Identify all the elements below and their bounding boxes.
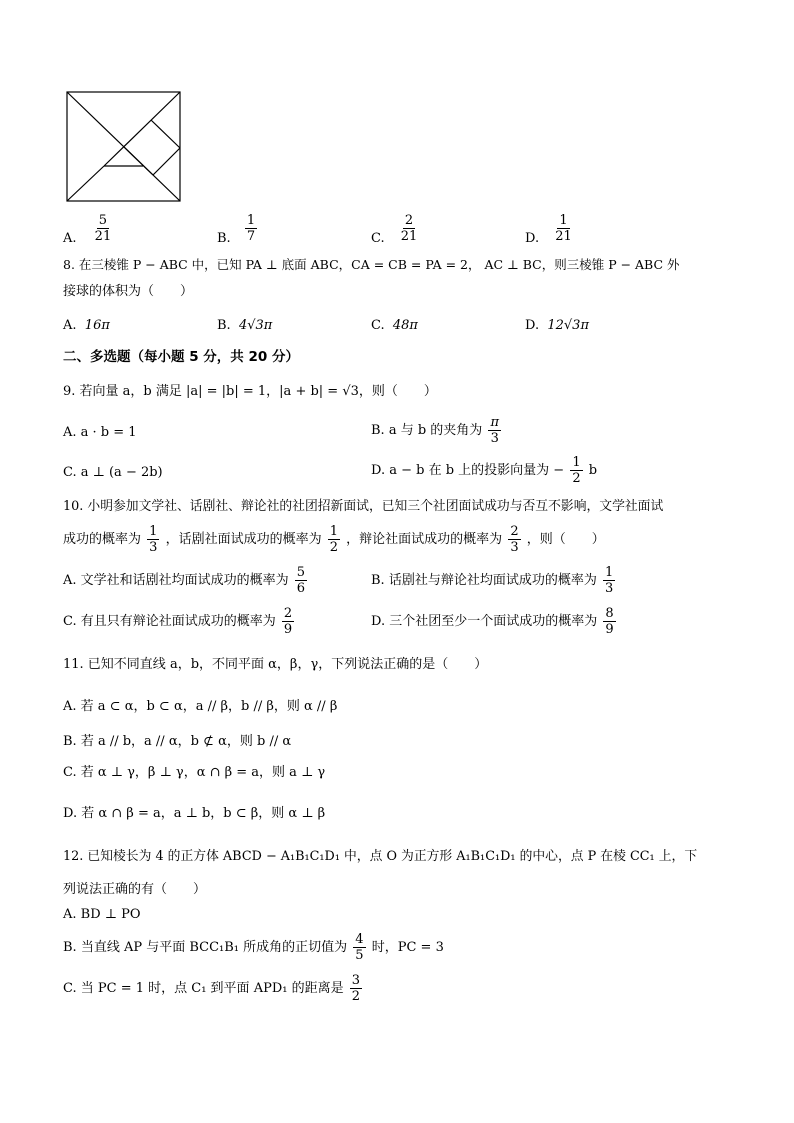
- q8-option-a-text: 16π: [84, 318, 110, 333]
- q10-option-c[interactable]: [63, 607, 296, 636]
- q12-option-b-den: 5: [355, 948, 364, 963]
- q8-option-b-text: 4√3π: [238, 318, 273, 333]
- q7-option-a[interactable]: [63, 213, 115, 246]
- q9-option-c[interactable]: C. a ⊥ (a − 2b): [63, 465, 163, 480]
- q10-line2-text-b: ，话剧社面试成功的概率为: [165, 532, 322, 547]
- q10-option-b[interactable]: [371, 566, 617, 595]
- q11-option-d[interactable]: D. 若 α ∩ β = a，a ⊥ b，b ⊂ β，则 α ⊥ β: [63, 806, 326, 821]
- q9-option-b-num: π: [490, 415, 499, 430]
- q9-option-a[interactable]: A. a · b = 1: [63, 425, 137, 440]
- q8-option-d[interactable]: [525, 319, 589, 332]
- q7-option-c-den: 21: [400, 229, 418, 244]
- q7-option-b-num: 1: [246, 213, 256, 228]
- q7-option-d[interactable]: [525, 213, 576, 246]
- q9-option-d-vector: b: [588, 463, 598, 478]
- q10-option-b-text: B. 话剧社与辩论社均面试成功的概率为: [371, 573, 597, 588]
- tangram-figure: [66, 91, 182, 203]
- q10-frac2-den: 2: [329, 540, 339, 555]
- q11-option-a[interactable]: A. 若 a ⊂ α，b ⊂ α，a // β，b // β，则 α // β: [63, 699, 338, 714]
- q9-option-d-num: 1: [572, 455, 581, 470]
- q8-option-d-text: 12√3π: [547, 318, 589, 333]
- q11-option-c[interactable]: C. 若 α ⊥ γ，β ⊥ γ，α ∩ β = a，则 a ⊥ γ: [63, 765, 326, 780]
- q7-option-d-den: 21: [555, 229, 572, 244]
- q10-option-a-num: 5: [296, 565, 306, 580]
- q8-option-c[interactable]: [371, 319, 418, 332]
- q9-option-d-text: D. a − b 在 b 上的投影向量为 −: [371, 463, 565, 478]
- q12-option-c-text: C. 当 PC = 1 时，点 C₁ 到平面 APD₁ 的距离是: [63, 981, 344, 996]
- q10-stem-line1: 10. 小明参加文学社、话剧社、辩论社的社团招新面试，已知三个社团面试成功与否互不影响，文学社面试: [63, 499, 664, 514]
- q10-option-c-num: 2: [283, 606, 293, 621]
- q10-option-b-den: 3: [604, 581, 614, 596]
- q10-option-d-text: D. 三个社团至少一个面试成功的概率为: [371, 614, 598, 629]
- q7-option-a-letter: A.: [63, 231, 77, 246]
- q12-option-b-num: 4: [355, 932, 364, 947]
- q7-option-a-den: 21: [94, 229, 112, 244]
- q11-option-b[interactable]: B. 若 a // b，a // α，b ⊄ α，则 b // α: [63, 734, 292, 749]
- q8-option-a-letter: A.: [63, 318, 77, 333]
- q10-frac3-den: 3: [510, 540, 519, 555]
- q9-option-d-den: 2: [572, 471, 581, 486]
- q7-option-c[interactable]: [371, 213, 421, 246]
- q12-stem-line1: 12. 已知棱长为 4 的正方体 ABCD − A₁B₁C₁D₁ 中，点 O 为正方形 A₁B₁C₁D₁ 的中心，点 P 在棱 CC₁ 上，下: [63, 849, 698, 864]
- q10-option-b-num: 1: [604, 565, 614, 580]
- q10-option-a-text: A. 文学社和话剧社均面试成功的概率为: [63, 573, 289, 588]
- q10-frac1-num: 1: [149, 524, 158, 539]
- section-title-multiple-choice: 二、多选题（每小题 5 分，共 20 分）: [63, 349, 299, 365]
- q8-option-d-letter: D.: [525, 318, 540, 333]
- q8-stem-line2: 接球的体积为（ ）: [63, 284, 194, 299]
- q10-line2-text-d: ，则（ ）: [526, 532, 605, 547]
- q12-option-b-text: B. 当直线 AP 与平面 BCC₁B₁ 所成角的正切值为: [63, 940, 348, 955]
- q8-option-b-letter: B.: [217, 318, 231, 333]
- q10-line2-text-c: ，辩论社面试成功的概率为: [346, 532, 503, 547]
- q8-stem-line1: 8. 在三棱锥 P − ABC 中，已知 PA ⊥ 底面 ABC，CA = CB = PA = 2， AC ⊥ BC，则三棱锥 P − ABC 外: [63, 257, 680, 272]
- q7-option-c-letter: C.: [371, 231, 385, 246]
- q10-frac3-num: 2: [510, 524, 519, 539]
- q7-option-d-letter: D.: [525, 231, 540, 246]
- q9-option-d[interactable]: [371, 456, 597, 485]
- q8-option-a[interactable]: [63, 319, 110, 332]
- q7-option-c-num: 2: [404, 213, 414, 228]
- q12-option-b[interactable]: [63, 933, 444, 962]
- q7-option-a-num: 5: [98, 213, 108, 228]
- q10-option-a-den: 6: [296, 581, 306, 596]
- q8-option-c-letter: C.: [371, 318, 385, 333]
- q10-line2-text-a: 成功的概率为: [63, 532, 142, 547]
- q7-option-d-num: 1: [559, 213, 568, 228]
- q12-option-a[interactable]: A. BD ⊥ PO: [63, 907, 141, 922]
- q10-option-a[interactable]: [63, 566, 309, 595]
- q10-option-d[interactable]: [371, 607, 618, 636]
- q10-option-c-text: C. 有且只有辩论社面试成功的概率为: [63, 614, 276, 629]
- q12-option-c-den: 2: [351, 989, 361, 1004]
- q11-stem: 11. 已知不同直线 a，b，不同平面 α，β，γ，下列说法正确的是（ ）: [63, 657, 488, 672]
- q9-stem: 9. 若向量 a，b 满足 |a| = |b| = 1，|a + b| = √3，则（ ）: [63, 384, 437, 399]
- q7-option-b-den: 7: [246, 229, 256, 244]
- q7-option-b-letter: B.: [217, 231, 231, 246]
- q10-option-c-den: 9: [283, 622, 293, 637]
- q8-option-c-text: 48π: [392, 318, 418, 333]
- q9-option-b-text: B. a 与 b 的夹角为: [371, 423, 483, 438]
- q9-option-b-den: 3: [490, 431, 499, 446]
- q10-option-d-num: 8: [605, 606, 614, 621]
- q12-option-b-post: 时，PC = 3: [371, 940, 444, 955]
- q10-option-d-den: 9: [605, 622, 614, 637]
- q8-option-b[interactable]: [217, 319, 272, 332]
- q10-frac2-num: 1: [329, 524, 339, 539]
- q7-option-b[interactable]: [217, 213, 259, 246]
- q10-frac1-den: 3: [149, 540, 158, 555]
- q12-option-c-num: 3: [351, 973, 361, 988]
- q10-stem-line2: [63, 525, 605, 554]
- q9-option-b[interactable]: [371, 416, 503, 445]
- q12-option-c[interactable]: [63, 974, 364, 1003]
- q12-stem-line2: 列说法正确的有（ ）: [63, 882, 207, 897]
